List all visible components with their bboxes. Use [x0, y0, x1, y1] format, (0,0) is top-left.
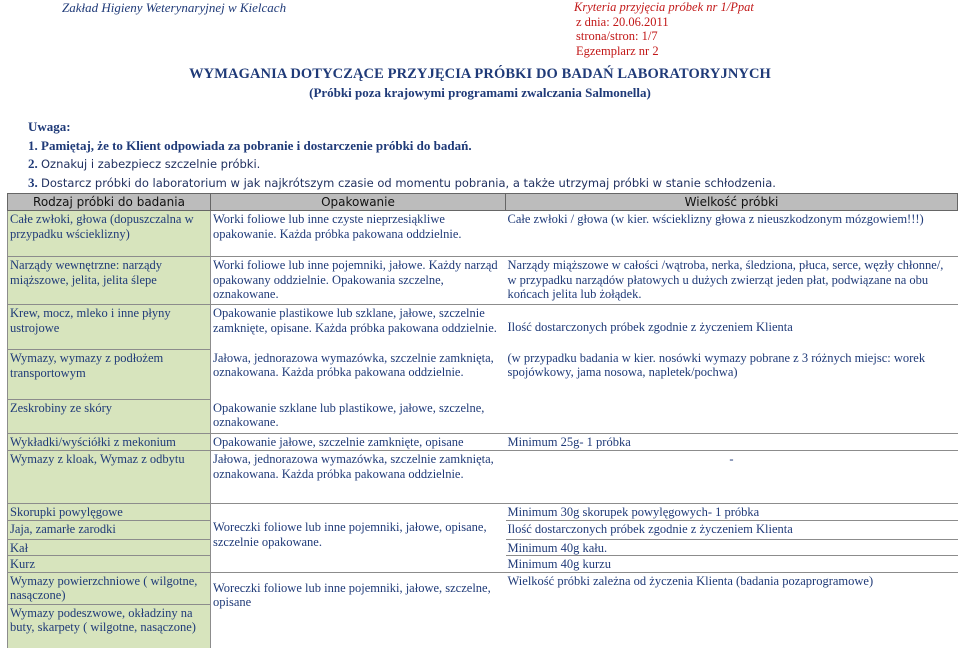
sample-size-cell: Ilość dostarczonych próbek zgodnie z życzeniem Klienta	[506, 305, 958, 350]
note-1: 1. Pamiętaj, że to Klient odpowiada za pobranie i dostarczenie próbki do badań.	[28, 137, 472, 153]
sample-size-cell: Minimum 40g kału.	[506, 539, 958, 556]
table-row	[8, 350, 958, 400]
sample-size-cell: Minimum 25g- 1 próbka	[506, 434, 958, 451]
page-count: strona/stron: 1/7	[576, 29, 658, 43]
table-header-row	[8, 194, 958, 211]
document-info	[576, 0, 754, 58]
table-row	[8, 305, 958, 350]
table-row	[8, 400, 958, 434]
packaging-cell: Jałowa, jednorazowa wymazówka, szczelnie zamknięta, oznakowana. Każda próbka pakowana oddzielnie.	[211, 451, 506, 504]
sample-type-cell: Narządy wewnętrzne: narządy miąższowe, jelita, jelita ślepe	[8, 257, 211, 305]
sample-size-cell: Całe zwłoki / głowa (w kier. wścieklizny głowa z nieuszkodzonym mózgowiem!!!)	[506, 211, 958, 257]
sample-type-cell: Kał	[8, 539, 211, 556]
page-subtitle: (Próbki poza krajowymi programami zwalczania Salmonella)	[309, 85, 651, 100]
sample-type-cell: Jaja, zamarłe zarodki	[8, 520, 211, 539]
table-row	[8, 434, 958, 451]
sample-type-cell: Wykładki/wyściółki z mekonium	[8, 434, 211, 451]
packaging-cell: Opakowanie szklane lub plastikowe, jałowe, szczelne, oznakowane.	[213, 400, 485, 430]
sample-type-cell: Wymazy podeszwowe, okładziny na buty, skarpety ( wilgotne, nasączone)	[8, 604, 211, 648]
sample-size-cell: Wielkość próbki zależna od życzenia Klienta (badania pozaprogramowe)	[506, 572, 958, 648]
packaging-cell: Jałowa, jednorazowa wymazówka, szczelnie zamknięta, oznakowana. Każda próbka pakowana oddzielnie.	[213, 350, 494, 380]
sample-size-cell: Narządy miąższowe w całości /wątroba, nerka, śledziona, płuca, serce, węzły chłonne/, w przypadku narządów płatowych u dużych zwierząt jeden płat, podwiązane na obu końcach jelita lub żołądek.	[506, 257, 958, 305]
sample-size-cell: (w przypadku badania w kier. nosówki wymazy pobrane z 3 różnych miejsc: worek spojówkowy, jama nosowa, napletek/pochwa)	[507, 350, 926, 380]
sample-type-cell: Wymazy, wymazy z podłożem transportowym	[8, 350, 211, 400]
sample-size-cell: Minimum 30g skorupek powylęgowych- 1 próbka	[506, 504, 958, 521]
table-row	[8, 451, 958, 504]
sample-size-cell: Minimum 40g kurzu	[506, 556, 958, 573]
packaging-cell: Worki foliowe lub inne czyste nieprzesiąkliwe opakowanie. Każda próbka pakowana oddzielnie.	[211, 211, 506, 257]
table-row	[8, 572, 958, 604]
sample-requirements-table	[7, 193, 958, 648]
column-header-sample-size: Wielkość próbki	[506, 194, 958, 211]
document-id: Kryteria przyjęcia próbek nr 1/Ppat	[574, 0, 754, 14]
sample-type-cell: Krew, mocz, mleko i inne płyny ustrojowe	[8, 305, 211, 350]
sample-type-cell: Całe zwłoki, głowa (dopuszczalna w przypadku wścieklizny)	[8, 211, 211, 257]
sample-type-cell: Zeskrobiny ze skóry	[8, 400, 211, 434]
note-2-number: 2.	[28, 156, 38, 172]
sample-size-cell: -	[506, 451, 958, 504]
sample-size-cell: Ilość dostarczonych próbek zgodnie z życzeniem Klienta	[506, 520, 958, 539]
sample-type-cell: Skorupki powylęgowe	[8, 504, 211, 521]
sample-size-cell	[506, 400, 958, 434]
notes-label: Uwaga:	[28, 119, 71, 134]
packaging-cell: Opakowanie plastikowe lub szklane, jałowe, szczelnie zamknięte, opisane. Każda próbka pakowana oddzielnie.	[211, 305, 506, 350]
copy-number: Egzemplarz nr 2	[576, 43, 659, 58]
packaging-cell: Woreczki foliowe lub inne pojemniki, jałowe, opisane, szczelnie opakowane.	[211, 504, 506, 573]
page-title: WYMAGANIA DOTYCZĄCE PRZYJĘCIA PRÓBKI DO BADAŃ LABORATORYJNYCH	[189, 66, 771, 82]
column-header-sample-type: Rodzaj próbki do badania	[8, 194, 211, 211]
sample-type-cell: Kurz	[8, 556, 211, 573]
sample-type-cell: Wymazy powierzchniowe ( wilgotne, nasączone)	[8, 572, 211, 604]
table-row	[8, 504, 958, 521]
note-2	[28, 155, 776, 174]
document-date: z dnia: 20.06.2011	[576, 14, 669, 29]
note-3	[28, 174, 776, 193]
table-row	[8, 257, 958, 305]
packaging-cell: Worki foliowe lub inne pojemniki, jałowe. Każdy narząd opakowany oddzielnie. Opakowania szczelne, oznakowane.	[211, 257, 506, 305]
sample-type-cell: Wymazy z kloak, Wymaz z odbytu	[8, 451, 211, 504]
packaging-cell: Woreczki foliowe lub inne pojemniki, jałowe, szczelne, opisane	[211, 572, 506, 648]
note-3-number: 3.	[28, 174, 38, 190]
organization-name: Zakład Higieny Weterynaryjnej w Kielcach	[62, 0, 287, 15]
note-3-text: Dostarcz próbki do laboratorium w jak najkrótszym czasie od momentu pobrania, a także utrzymaj próbki w stanie schłodzenia.	[41, 175, 776, 190]
notes-section	[28, 118, 776, 192]
note-2-text: Oznakuj i zabezpiecz szczelnie próbki.	[41, 157, 261, 172]
column-header-packaging: Opakowanie	[211, 194, 506, 211]
table-row	[8, 211, 958, 257]
packaging-cell: Opakowanie jałowe, szczelnie zamknięte, opisane	[211, 434, 506, 451]
